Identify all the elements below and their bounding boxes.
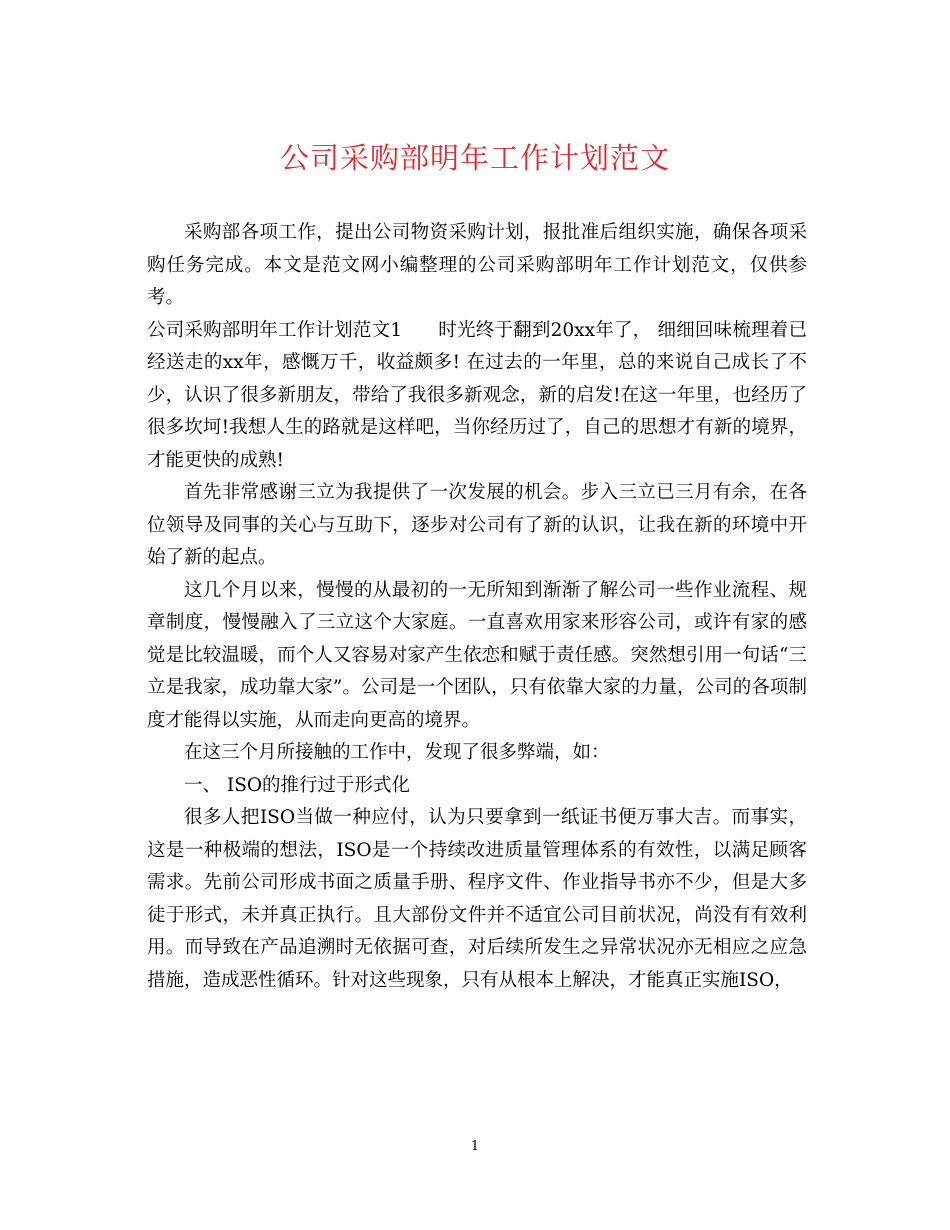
paragraph-sample-1 [147,315,807,478]
paragraph-thanks: 首先非常感谢三立为我提供了一次发展的机会。步入三立已三月有余，在各位领导及同事的关心与互助下，逐步对公司有了新的认识，让我在新的环境中开始了新的起点。 [147,482,807,568]
paragraph-months: 这几个月以来，慢慢的从最初的一无所知到渐渐了解公司一些作业流程、规章制度，慢慢融入了三立这个大家庭。一直喜欢用家来形容公司，或许有家的感觉是比较温暖，而个人又容易对家产生依恋和赋于责任感。突然想引用一句话“三立是我家，成功靠大家”。公司是一个团队，只有依靠大家的力量，公司的各项制度才能得以实施，从而走向更高的境界。 [147,579,807,731]
section-heading-iso: 一、 ISO的推行过于形式化 [184,774,411,796]
paragraph-iso: 很多人把ISO当做一种应付，认为只要拿到一纸证书便万事大吉。而事实，这是一种极端的想法，ISO是一个持续改进质量管理体系的有效性，以满足顾客需求。先前公司形成书面之质量手册、程序文件、作业指导书亦不少，但是大多徒于形式，未并真正执行。且大部份文件并不适宜公司目前状况，尚没有有效利用。而导致在产品追溯时无依据可查，对后续所发生之异常状况亦无相应之应急措施，造成恶性循环。针对这些现象，只有从根本上解决，才能真正实施ISO， [147,807,807,991]
paragraph-issues: 在这三个月所接触的工作中，发现了很多弊端，如： [184,742,610,763]
document-body [147,217,807,997]
sample-text: 时光终于翻到20xx年了， 细细回味梳理着已经送走的xx年，感慨万千，收益颇多! 在过去的一年里，总的来说自己成长了不少，认识了很多新朋友，带给了我很多新观念，新的启发!在这一年里，也经历了很多坎坷!我想人生的路就是这样吧，当你经历过了，自己的思想才有新的境界，才能更快的成熟! [147,319,808,471]
paragraph-intro: 采购部各项工作，提出公司物资采购计划，报批准后组织实施，确保各项采购任务完成。本文是范文网小编整理的公司采购部明年工作计划范文，仅供参考。 [147,222,807,308]
document-title: 公司采购部明年工作计划范文 [279,141,670,175]
page-number: 1 [470,1139,480,1154]
sample-heading: 公司采购部明年工作计划范文1 [147,319,403,341]
